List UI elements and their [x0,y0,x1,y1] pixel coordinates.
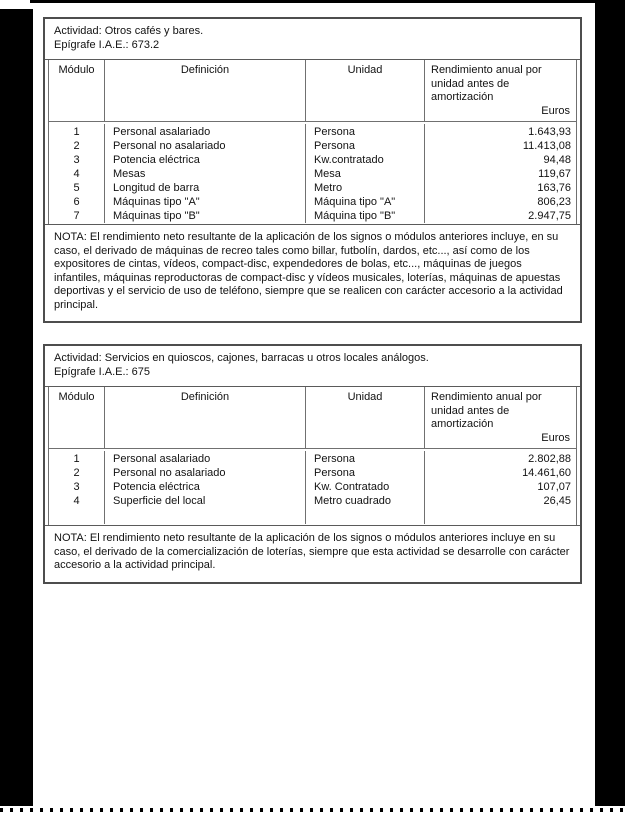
module-cell: Máquinas tipo "B" [113,210,200,222]
module-cell: 5 [73,182,80,194]
module-cell: 94,48 [543,154,571,166]
module-column [49,451,105,524]
module-cell: 3 [73,154,80,166]
module-cell: Mesa [314,168,341,180]
module-cell: 4 [73,495,80,507]
module-cell: Metro cuadrado [314,495,392,507]
module-column [425,124,576,223]
column-header-definicion: Definición [105,387,306,448]
note-paragraph: NOTA: El rendimiento neto resultante de la aplicación de los signos o módulos anteriores incluye, en su caso, el derivado de máquinas de recreo tales como billar, futbolín, dardos, etc..., así como de los expositores de cintas, vídeos, compact-disc, expendedores de bolas, etc..., máquinas de juegos infantiles, máquinas reproductoras de compact-disc y vídeos musicales, loterías, máquinas de apuestas deportivas y el servicio de uso de teléfono, siempre que se realicen con carácter accesorio a la actividad principal. [45,224,580,321]
module-cell: Mesas [113,168,146,180]
column-header-unidad: Unidad [306,60,425,121]
module-column [306,124,425,223]
module-cell: 2.947,75 [528,210,571,222]
module-cell: 11.413,08 [522,140,571,152]
activity-table [43,17,582,323]
column-header-rendimiento [425,60,576,121]
module-column [306,451,425,524]
module-cell: Máquina tipo "B" [314,210,396,222]
module-cell: 3 [73,481,80,493]
column-header-rendimiento [425,387,576,448]
column-header-modulo: Módulo [49,387,105,448]
module-cell: Potencia eléctrica [113,481,200,493]
currency-label: Euros [541,431,570,444]
module-cell: Personal asalariado [113,453,211,465]
activity-line: Actividad: Servicios en quioscos, cajones, barracas u otros locales análogos. [54,352,429,364]
module-cell: Máquina tipo "A" [314,196,396,208]
column-header-modulo: Módulo [49,60,105,121]
module-rows [49,122,576,224]
module-cell: 2 [73,140,80,152]
module-cell: Kw.contratado [314,154,384,166]
activity-line: Actividad: Otros cafés y bares. [54,25,204,37]
module-cell: Potencia eléctrica [113,154,200,166]
module-cell: Kw. Contratado [314,481,390,493]
rendimiento-label: Rendimiento anual por unidad antes de amortización [431,64,542,103]
module-cell: 107,07 [537,481,571,493]
module-cell: 2 [73,467,80,479]
module-rows [49,449,576,525]
module-cell: 7 [73,210,80,222]
module-cell: Longitud de barra [113,182,200,194]
note-paragraph: NOTA: El rendimiento neto resultante de la aplicación de los signos o módulos anteriores incluye en su caso, el derivado de la comercialización de loterías, siempre que esta actividad se desarrolle con carácter accesorio a la actividad principal. [45,525,580,582]
scan-edge-top [30,0,625,3]
module-cell: Superficie del local [113,495,206,507]
activity-header [45,19,580,60]
module-cell: 163,76 [537,182,571,194]
modules-grid [48,387,577,525]
module-cell: Persona [314,467,355,479]
currency-label: Euros [541,104,570,117]
module-cell: 14.461,60 [522,467,571,479]
module-column [105,124,306,223]
epigraph-line: Epígrafe I.A.E.: 675 [54,366,151,378]
module-cell: Máquinas tipo "A" [113,196,200,208]
module-cell: 2.802,88 [528,453,571,465]
module-cell: Persona [314,140,355,152]
module-cell: 26,45 [543,495,571,507]
module-cell: Metro [314,182,343,194]
module-cell: 806,23 [537,196,571,208]
module-cell: Personal asalariado [113,126,211,138]
activity-table [43,344,582,584]
column-header-definicion: Definición [105,60,306,121]
module-cell: Personal no asalariado [113,467,226,479]
module-cell: 1 [73,126,80,138]
module-cell: 6 [73,196,80,208]
module-cell: Personal no asalariado [113,140,226,152]
module-column [105,451,306,524]
module-cell: 119,67 [538,168,571,180]
epigraph-line: Epígrafe I.A.E.: 673.2 [54,39,160,51]
perforation-dots [0,808,625,812]
column-header-row [49,60,576,122]
scan-edge-right [595,0,625,806]
modules-grid [48,60,577,224]
module-cell: 1 [73,453,80,465]
module-cell: 1.643,93 [528,126,571,138]
rendimiento-label: Rendimiento anual por unidad antes de amortización [431,391,542,430]
column-header-row [49,387,576,449]
scan-edge-left [0,9,33,806]
document-body [43,17,582,584]
module-column [425,451,576,524]
module-column [49,124,105,223]
column-header-unidad: Unidad [306,387,425,448]
activity-header [45,346,580,387]
module-cell: Persona [314,453,355,465]
module-cell: 4 [73,168,80,180]
module-cell: Persona [314,126,355,138]
